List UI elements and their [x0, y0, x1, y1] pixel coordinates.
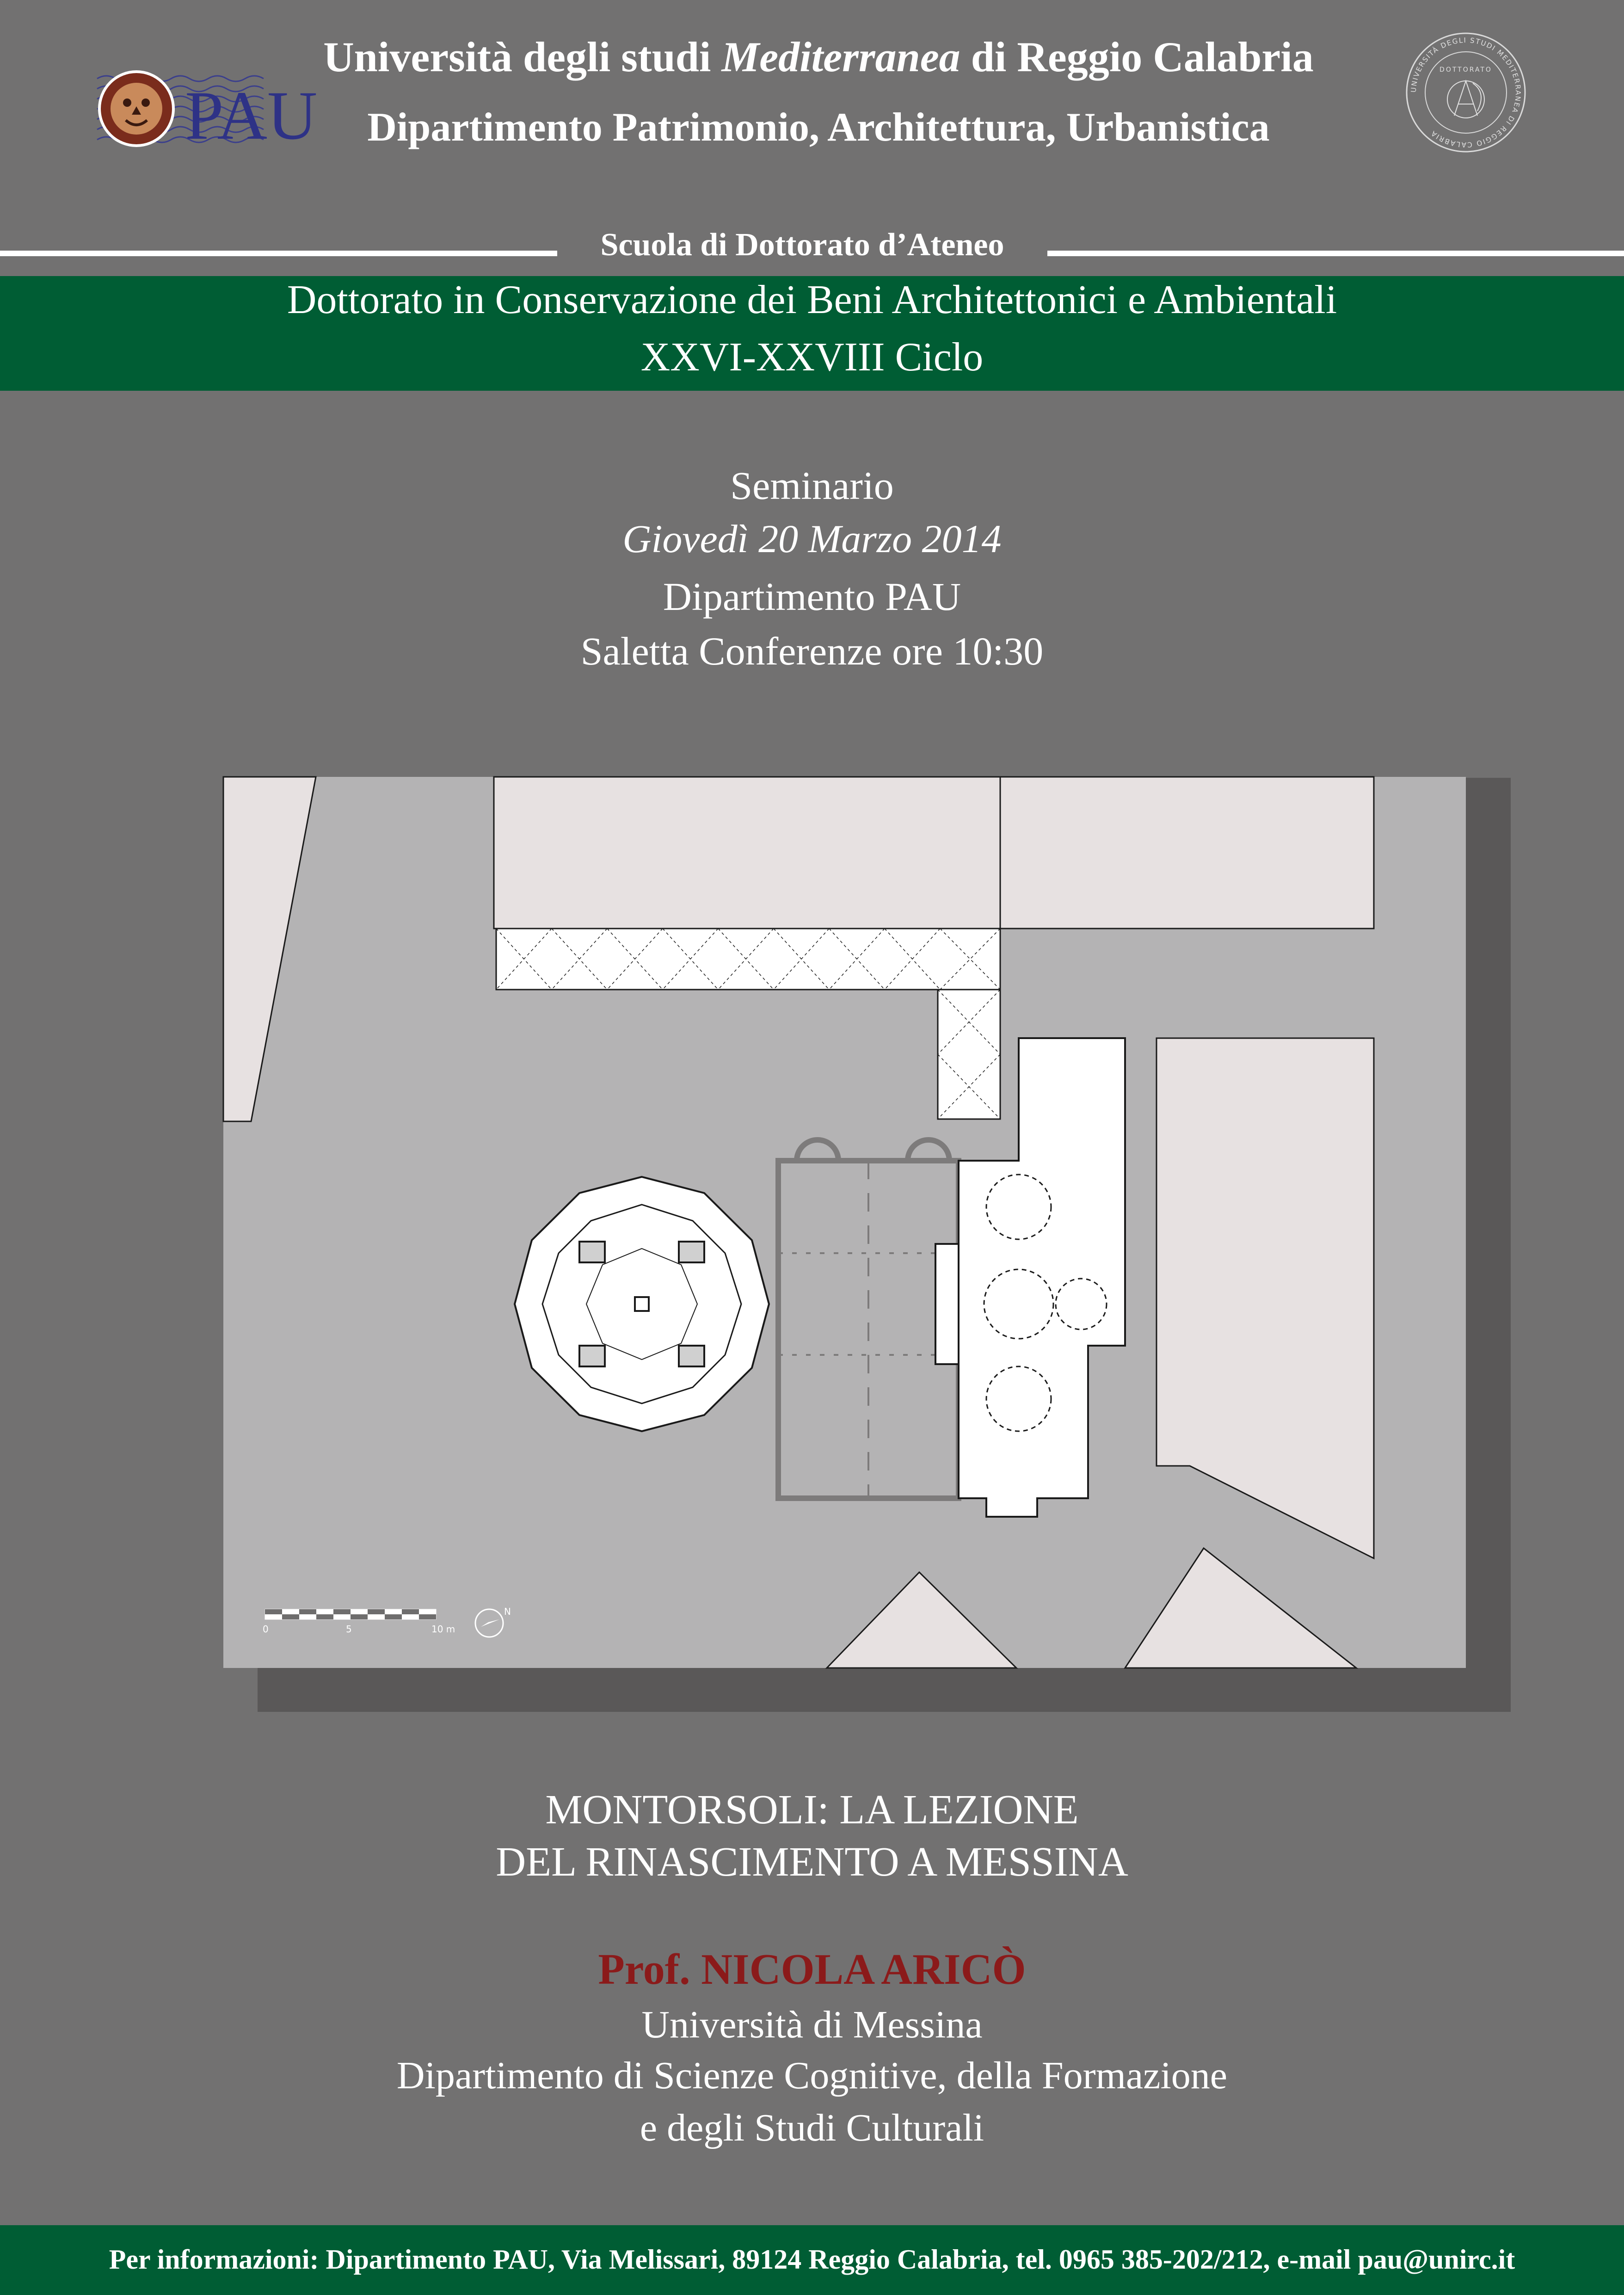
- speaker-university: Università di Messina: [641, 2003, 983, 2046]
- footer-contact-info: Per informazioni: Dipartimento PAU, Via Melissari, 89124 Reggio Calabria, tel. 0965 385-202/212, e-mail pau@unirc.it: [109, 2244, 1515, 2275]
- talk-title-line2: DEL RINASCIMENTO A MESSINA: [496, 1839, 1128, 1885]
- doctorate-title: Dottorato in Conservazione dei Beni Architettonici e Ambientali: [287, 277, 1337, 322]
- svg-text:PAU: PAU: [185, 77, 318, 154]
- divider-left: [0, 251, 557, 256]
- architectural-plan: [223, 777, 1466, 1668]
- scale-label-5: 5: [346, 1624, 352, 1635]
- school-heading-row: [0, 227, 1624, 277]
- scale-label-10: 10 m: [431, 1624, 455, 1635]
- lion-head-icon: [99, 72, 173, 146]
- scale-label-0: 0: [263, 1624, 269, 1635]
- north-label: N: [504, 1606, 511, 1617]
- svg-text:UNIVERSITÀ DEGLI STUDI MEDITER: UNIVERSITÀ DEGLI STUDI MEDITERRANEA DI REGGIO CALABRIA: [1409, 36, 1523, 149]
- pau-logo: [92, 60, 318, 157]
- university-title-suffix: di Reggio Calabria: [960, 33, 1314, 80]
- university-title-italic: Mediterranea: [721, 33, 960, 80]
- doctorate-cycle: XXVI-XXVIII Ciclo: [640, 335, 984, 380]
- speaker-name: Prof. NICOLA ARICÒ: [598, 1945, 1026, 1994]
- seminar-date: Giovedì 20 Marzo 2014: [622, 517, 1002, 561]
- seminar-room-time: Saletta Conferenze ore 10:30: [580, 629, 1044, 673]
- university-seal-logo: [1403, 30, 1528, 155]
- university-title-prefix: Università degli studi: [323, 33, 722, 80]
- divider-right: [1047, 251, 1624, 256]
- svg-text:DOTTORATO: DOTTORATO: [1439, 66, 1492, 74]
- speaker-department-line2: e degli Studi Culturali: [640, 2106, 984, 2149]
- seminar-label: Seminario: [730, 463, 894, 508]
- school-label: Scuola di Dottorato d’Ateneo: [600, 227, 1004, 263]
- speaker-department-line1: Dipartimento di Scienze Cognitive, della Formazione: [396, 2054, 1228, 2097]
- university-title: [314, 32, 1323, 81]
- department-title: Dipartimento Patrimonio, Architettura, Urbanistica: [367, 105, 1270, 150]
- talk-title-line1: MONTORSOLI: LA LEZIONE: [545, 1787, 1079, 1833]
- seminar-place: Dipartimento PAU: [663, 574, 961, 619]
